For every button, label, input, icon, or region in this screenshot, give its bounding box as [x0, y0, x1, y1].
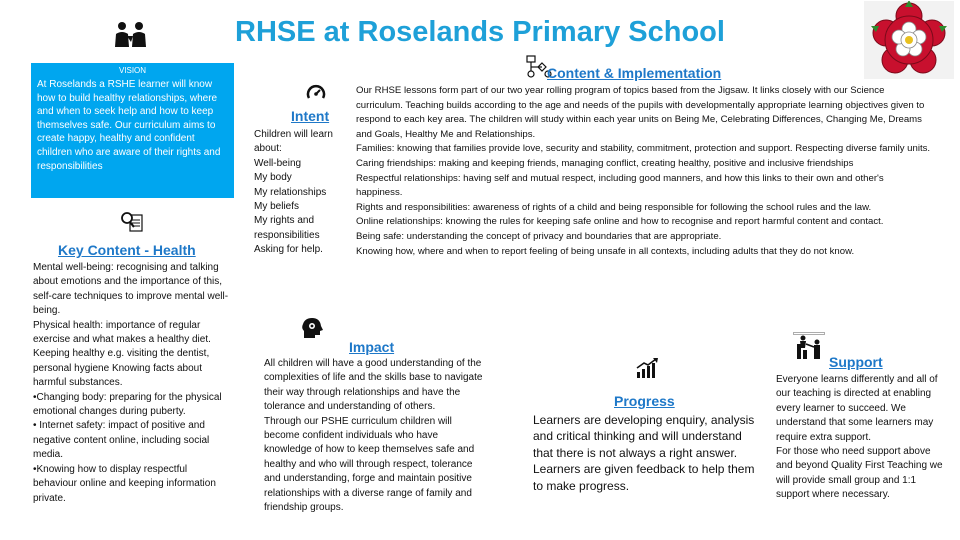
- content-paragraph: Rights and responsibilities: awareness of rights of a child and being responsible for following the school rules and the law.: [356, 201, 872, 213]
- magnifier-icon: [120, 211, 144, 233]
- key-content-title: Key Content - Health: [58, 242, 196, 258]
- intent-line: Asking for help.: [254, 244, 323, 256]
- impact-title: Impact: [349, 339, 395, 355]
- support-paragraph: Everyone learns differently and all of our teaching is directed at enabling every learner to succeed. We understand that some learners may require extra support.: [776, 374, 938, 443]
- content-paragraph: Being safe: understanding the concept of privacy and boundaries that are appropriate.: [356, 230, 722, 242]
- progress-paragraph: Learners are given feedback to help them to make progress.: [533, 462, 755, 493]
- key-content-paragraph: • Internet safety: impact of positive and negative content online, including social media.: [33, 420, 210, 461]
- key-content-paragraph: Mental well-being: recognising and talking about emotions and the importance of this, self-care techniques to improve mental well-being.: [33, 262, 229, 317]
- intent-line: Children will learn about:: [254, 129, 333, 155]
- content-paragraph: Online relationships: knowing the rules for keeping safe online and how to recognise and report harmful content and contact.: [356, 216, 884, 228]
- intent-list: [254, 128, 349, 258]
- content-paragraph: Our RHSE lessons form part of our two year rolling program of topics based from the Jigsaw. It links closely with our Science curriculum. Teaching builds according to the age and needs of the pupils with developmentally appropriate learning objectives given to respond to each key area. The children will study within each year units on Being Me, Celebrating Differences, Changing Me, Dreams and Goals, Healthy Me and Relationships.: [356, 85, 925, 140]
- progress-paragraph: Learners are developing enquiry, analysis and critical thinking and will understand that there is not always a right answer.: [533, 413, 755, 460]
- content-paragraph: Caring friendships: making and keeping friends, managing conflict, creating healthy, positive and inclusive friendships: [356, 157, 854, 169]
- intent-line: My relationships: [254, 186, 327, 198]
- people-icon: [113, 20, 149, 48]
- progress-title: Progress: [614, 393, 675, 409]
- content-paragraph: Knowing how, where and when to report feeling of being unsafe in all contexts, including adults that they do not know.: [356, 245, 855, 257]
- intent-line: My beliefs: [254, 201, 300, 213]
- key-content-paragraph: •Knowing how to display respectful behaviour online and keeping information private.: [33, 463, 216, 504]
- intent-line: My body: [254, 172, 292, 184]
- content-title: Content & Implementation: [547, 65, 722, 81]
- content-paragraph: Respectful relationships: having self and mutual respect, including good manners, and how this links to their own and other's happiness.: [356, 172, 884, 199]
- tudor-rose-logo: [864, 1, 954, 79]
- content-body: [356, 84, 931, 259]
- page-title: RHSE at Roselands Primary School: [235, 16, 725, 48]
- vision-text: At Roselands a RSHE learner will know how to build healthy relationships, where and when to seek help and how to keep themselves safe. Our curriculum aims to create happy, healthy and confident children who are aware of their rights and responsibilities: [37, 79, 221, 172]
- intent-line: Well-being: [254, 157, 302, 169]
- vision-panel: [31, 63, 234, 198]
- impact-paragraph: Through our PSHE curriculum children will become confident individuals who have knowledge of how to keep themselves safe and healthy and who will through respect, tolerance and understanding, forge and maintain positive relationships with a diverse range of family and friendship groups.: [264, 415, 475, 514]
- intent-line: My rights and responsibilities: [254, 215, 320, 241]
- head-icon: [300, 316, 324, 340]
- content-paragraph: Families: knowing that families provide love, security and stability, commitment, protection and support. Respecting diverse family units.: [356, 143, 931, 155]
- impact-body: [264, 357, 487, 515]
- key-content-paragraph: Physical health: importance of regular exercise and what makes a healthy diet. Keeping healthy e.g. visiting the dentist, personal hygiene Knowing facts about harmful substances.: [33, 319, 211, 389]
- support-icon: [793, 332, 825, 360]
- impact-paragraph: All children will have a good understanding of the complexities of life and the skills base to navigate their way through relationships and have the tolerance and understanding of others.: [264, 358, 483, 413]
- support-body: [776, 373, 946, 503]
- growth-chart-icon: [635, 357, 659, 379]
- intent-title: Intent: [291, 108, 330, 124]
- key-content-body: [33, 261, 233, 506]
- gauge-icon: [306, 83, 326, 103]
- support-paragraph: For those who need support above and beyond Quality First Teaching we will provide small group and 1:1 support where necessary.: [776, 446, 943, 501]
- progress-body: [533, 412, 758, 494]
- vision-heading: VISION: [118, 66, 147, 75]
- key-content-paragraph: •Changing body: preparing for the physical emotional changes during puberty.: [33, 391, 222, 418]
- support-title: Support: [829, 354, 883, 370]
